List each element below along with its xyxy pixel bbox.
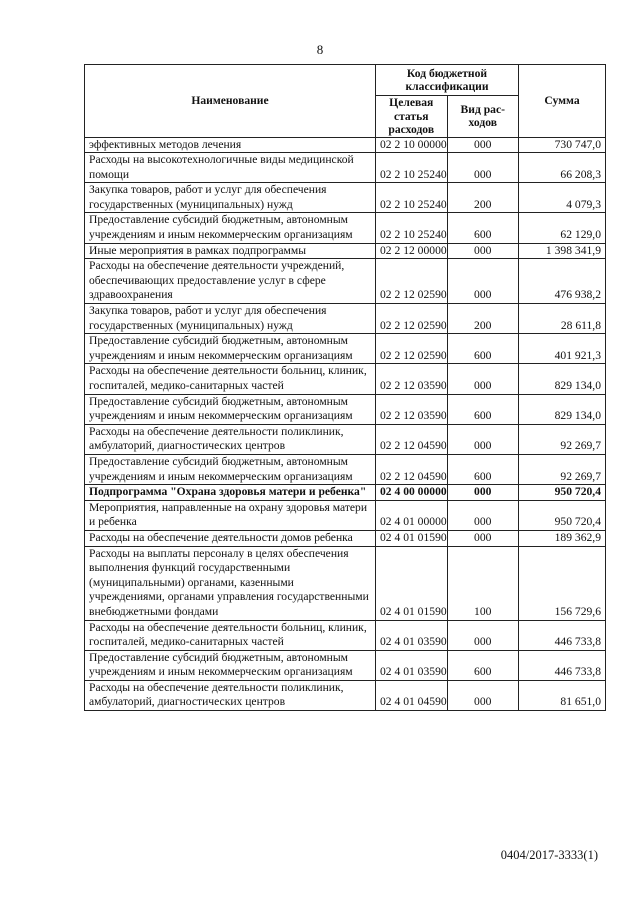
row-type: 200 — [447, 183, 519, 213]
row-code: 02 4 01 01590 — [376, 530, 448, 546]
row-name: Предоставление субсидий бюджетным, автономным учреждениям и иным некоммерческим организациям — [85, 454, 376, 484]
row-type: 000 — [447, 424, 519, 454]
row-name: Расходы на обеспечение деятельности поликлиник, амбулаторий, диагностических центров — [85, 680, 376, 710]
row-name: Предоставление субсидий бюджетным, автономным учреждениям и иным некоммерческим организациям — [85, 650, 376, 680]
table-header — [85, 65, 606, 138]
row-sum: 81 651,0 — [519, 680, 606, 710]
row-name: Закупка товаров, работ и услуг для обеспечения государственных (муниципальных) нужд — [85, 183, 376, 213]
header-target: Целевая статья расходов — [376, 96, 448, 138]
header-type: Вид рас-ходов — [447, 96, 519, 138]
row-type: 600 — [447, 213, 519, 243]
row-name: Предоставление субсидий бюджетным, автономным учреждениям и иным некоммерческим организациям — [85, 213, 376, 243]
row-type: 000 — [447, 153, 519, 183]
row-sum: 1 398 341,9 — [519, 243, 606, 259]
table-row — [85, 485, 606, 501]
row-code: 02 2 10 25240 — [376, 213, 448, 243]
header-code-group: Код бюджетной классификации — [376, 65, 519, 96]
page-number: 8 — [316, 42, 324, 57]
row-name: Закупка товаров, работ и услуг для обеспечения государственных (муниципальных) нужд — [85, 304, 376, 334]
row-sum: 28 611,8 — [519, 304, 606, 334]
row-sum: 401 921,3 — [519, 334, 606, 364]
table-row — [85, 454, 606, 484]
row-type: 600 — [447, 394, 519, 424]
row-type: 000 — [447, 485, 519, 501]
row-code: 02 4 01 01590 — [376, 546, 448, 620]
row-sum: 446 733,8 — [519, 620, 606, 650]
row-name: Предоставление субсидий бюджетным, автономным учреждениям и иным некоммерческим организациям — [85, 334, 376, 364]
row-code: 02 4 00 00000 — [376, 485, 448, 501]
row-name: Предоставление субсидий бюджетным, автономным учреждениям и иным некоммерческим организациям — [85, 394, 376, 424]
row-name: Расходы на обеспечение деятельности больниц, клиник, госпиталей, медико-санитарных частей — [85, 620, 376, 650]
table-row — [85, 620, 606, 650]
row-sum: 950 720,4 — [519, 500, 606, 530]
row-name: Подпрограмма "Охрана здоровья матери и ребенка" — [85, 485, 376, 501]
row-code: 02 4 01 04590 — [376, 680, 448, 710]
row-type: 600 — [447, 454, 519, 484]
table-row — [85, 530, 606, 546]
table-row — [85, 500, 606, 530]
table-row — [85, 394, 606, 424]
row-type: 100 — [447, 546, 519, 620]
row-sum: 92 269,7 — [519, 424, 606, 454]
row-code: 02 4 01 00000 — [376, 500, 448, 530]
table-row — [85, 304, 606, 334]
table-row — [85, 680, 606, 710]
row-name: эффективных методов лечения — [85, 137, 376, 153]
row-type: 600 — [447, 334, 519, 364]
row-sum: 446 733,8 — [519, 650, 606, 680]
table-row — [85, 213, 606, 243]
table-row — [85, 183, 606, 213]
row-type: 000 — [447, 137, 519, 153]
row-sum: 829 134,0 — [519, 394, 606, 424]
row-name: Иные мероприятия в рамках подпрограммы — [85, 243, 376, 259]
row-code: 02 4 01 03590 — [376, 650, 448, 680]
document-code: 0404/2017-3333(1) — [500, 848, 598, 862]
row-code: 02 2 12 03590 — [376, 394, 448, 424]
row-code: 02 2 12 02590 — [376, 304, 448, 334]
budget-table — [84, 64, 606, 711]
row-code: 02 2 10 00000 — [376, 137, 448, 153]
row-type: 000 — [447, 259, 519, 304]
row-code: 02 2 12 04590 — [376, 424, 448, 454]
row-sum: 4 079,3 — [519, 183, 606, 213]
row-sum: 92 269,7 — [519, 454, 606, 484]
table-row — [85, 137, 606, 153]
row-name: Расходы на обеспечение деятельности больниц, клиник, госпиталей, медико-санитарных частей — [85, 364, 376, 394]
table-row — [85, 364, 606, 394]
row-code: 02 2 12 02590 — [376, 334, 448, 364]
row-name: Расходы на обеспечение деятельности поликлиник, амбулаторий, диагностических центров — [85, 424, 376, 454]
row-code: 02 2 10 25240 — [376, 183, 448, 213]
row-type: 200 — [447, 304, 519, 334]
row-sum: 189 362,9 — [519, 530, 606, 546]
row-code: 02 2 10 25240 — [376, 153, 448, 183]
row-type: 000 — [447, 680, 519, 710]
row-sum: 62 129,0 — [519, 213, 606, 243]
table-body — [85, 137, 606, 711]
header-name: Наименование — [85, 65, 376, 138]
row-code: 02 2 12 03590 — [376, 364, 448, 394]
row-sum: 950 720,4 — [519, 485, 606, 501]
header-sum: Сумма — [519, 65, 606, 138]
table-row — [85, 334, 606, 364]
row-name: Расходы на обеспечение деятельности домов ребенка — [85, 530, 376, 546]
row-type: 000 — [447, 243, 519, 259]
table-row — [85, 259, 606, 304]
row-sum: 829 134,0 — [519, 364, 606, 394]
row-name: Расходы на обеспечение деятельности учреждений, обеспечивающих предоставление услуг в сфере здравоохранения — [85, 259, 376, 304]
row-code: 02 4 01 03590 — [376, 620, 448, 650]
row-sum: 66 208,3 — [519, 153, 606, 183]
table-row — [85, 153, 606, 183]
row-code: 02 2 12 02590 — [376, 259, 448, 304]
row-code: 02 2 12 00000 — [376, 243, 448, 259]
row-type: 600 — [447, 650, 519, 680]
row-sum: 476 938,2 — [519, 259, 606, 304]
row-code: 02 2 12 04590 — [376, 454, 448, 484]
row-sum: 730 747,0 — [519, 137, 606, 153]
row-type: 000 — [447, 620, 519, 650]
row-name: Расходы на высокотехнологичные виды медицинской помощи — [85, 153, 376, 183]
row-type: 000 — [447, 500, 519, 530]
row-sum: 156 729,6 — [519, 546, 606, 620]
table-row — [85, 546, 606, 620]
table-row — [85, 424, 606, 454]
row-type: 000 — [447, 530, 519, 546]
row-name: Мероприятия, направленные на охрану здоровья матери и ребенка — [85, 500, 376, 530]
row-name: Расходы на выплаты персоналу в целях обеспечения выполнения функций государственными (муниципальными) органами, казенными учреждениями, органами управления государственными внебюджетными фондами — [85, 546, 376, 620]
table-row — [85, 650, 606, 680]
row-type: 000 — [447, 364, 519, 394]
table-row — [85, 243, 606, 259]
